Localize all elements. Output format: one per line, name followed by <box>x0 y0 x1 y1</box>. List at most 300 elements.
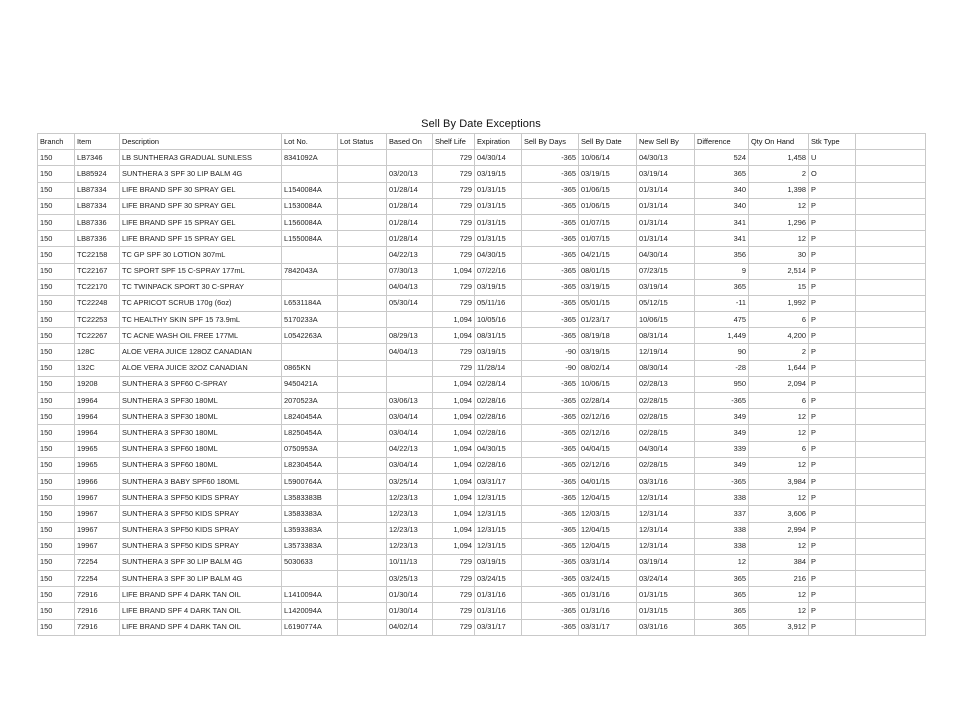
table-cell: 02/28/13 <box>637 376 695 392</box>
table-cell: 12 <box>749 587 809 603</box>
table-cell: 01/07/15 <box>579 214 637 230</box>
table-cell: 10/06/14 <box>579 150 637 166</box>
table-cell: 04/04/13 <box>387 344 433 360</box>
table-cell: P <box>809 490 856 506</box>
table-row <box>38 393 926 409</box>
table-cell: -365 <box>522 214 579 230</box>
table-cell: LIFE BRAND SPF 4 DARK TAN OIL <box>120 603 282 619</box>
table-cell: 341 <box>695 231 749 247</box>
table-cell: 10/05/16 <box>475 312 522 328</box>
table-cell: 365 <box>695 571 749 587</box>
table-row <box>38 279 926 295</box>
table-cell: 150 <box>38 231 75 247</box>
table-cell: 12 <box>749 409 809 425</box>
table-cell: 02/28/16 <box>475 425 522 441</box>
table-cell: SUNTHERA 3 SPF60 C-SPRAY <box>120 376 282 392</box>
table-cell: 1,458 <box>749 150 809 166</box>
table-cell: 04/30/15 <box>475 247 522 263</box>
table-cell: 1,296 <box>749 214 809 230</box>
table-cell: 349 <box>695 457 749 473</box>
table-cell: P <box>809 312 856 328</box>
table-cell: 12/31/15 <box>475 490 522 506</box>
table-cell: SUNTHERA 3 SPF50 KIDS SPRAY <box>120 522 282 538</box>
table-cell <box>856 473 926 489</box>
table-cell: 19964 <box>75 425 120 441</box>
table-cell: 9450421A <box>282 376 338 392</box>
table-cell: 1,094 <box>433 441 475 457</box>
table-cell: L1410094A <box>282 587 338 603</box>
table-cell: SUNTHERA 3 SPF60 180ML <box>120 441 282 457</box>
table-cell: 349 <box>695 425 749 441</box>
table-cell: P <box>809 603 856 619</box>
table-cell: 03/31/16 <box>637 473 695 489</box>
table-cell <box>338 473 387 489</box>
table-cell: SUNTHERA 3 SPF50 KIDS SPRAY <box>120 506 282 522</box>
table-row <box>38 603 926 619</box>
table-cell <box>338 393 387 409</box>
column-header: New Sell By <box>637 134 695 150</box>
report-title: Sell By Date Exceptions <box>421 118 541 130</box>
table-cell: 12 <box>749 425 809 441</box>
table-cell: 7842043A <box>282 263 338 279</box>
table-row <box>38 182 926 198</box>
table-cell: P <box>809 393 856 409</box>
table-cell: 12/04/15 <box>579 522 637 538</box>
table-cell: 2,094 <box>749 376 809 392</box>
table-cell: L1530084A <box>282 198 338 214</box>
table-cell: P <box>809 247 856 263</box>
table-cell <box>338 263 387 279</box>
table-cell: 12/23/13 <box>387 538 433 554</box>
table-cell <box>338 344 387 360</box>
table-cell <box>387 360 433 376</box>
table-cell: 2 <box>749 344 809 360</box>
table-cell: 19967 <box>75 522 120 538</box>
table-cell: -365 <box>522 312 579 328</box>
table-cell: 01/30/14 <box>387 587 433 603</box>
table-cell: 12/31/15 <box>475 538 522 554</box>
table-cell: 03/31/17 <box>475 473 522 489</box>
table-cell: 03/20/13 <box>387 166 433 182</box>
table-cell: L3573383A <box>282 538 338 554</box>
table-cell: L3583383A <box>282 506 338 522</box>
table-cell: SUNTHERA 3 SPF30 180ML <box>120 425 282 441</box>
table-cell: 01/06/15 <box>579 182 637 198</box>
table-cell: 12/04/15 <box>579 490 637 506</box>
table-cell: -90 <box>522 360 579 376</box>
table-cell: 150 <box>38 441 75 457</box>
table-cell: -365 <box>522 571 579 587</box>
table-cell <box>856 506 926 522</box>
table-row <box>38 473 926 489</box>
table-cell: 150 <box>38 473 75 489</box>
table-cell: P <box>809 263 856 279</box>
table-cell: LIFE BRAND SPF 4 DARK TAN OIL <box>120 587 282 603</box>
table-cell: L3593383A <box>282 522 338 538</box>
table-cell: 150 <box>38 554 75 570</box>
table-cell: 01/23/17 <box>579 312 637 328</box>
table-cell: 729 <box>433 360 475 376</box>
exceptions-table <box>37 133 926 636</box>
table-cell: 02/28/16 <box>475 457 522 473</box>
table-cell: -365 <box>522 182 579 198</box>
table-cell: 08/01/15 <box>579 263 637 279</box>
table-cell: U <box>809 150 856 166</box>
table-cell: 04/02/14 <box>387 619 433 635</box>
table-cell: 19967 <box>75 506 120 522</box>
table-cell: LB87336 <box>75 231 120 247</box>
table-cell: 150 <box>38 214 75 230</box>
table-cell: 01/07/15 <box>579 231 637 247</box>
table-cell: 19964 <box>75 409 120 425</box>
table-cell: -365 <box>522 538 579 554</box>
table-cell: 216 <box>749 571 809 587</box>
table-cell: 5030633 <box>282 554 338 570</box>
table-cell <box>338 457 387 473</box>
table-cell: 150 <box>38 538 75 554</box>
table-cell: 03/19/14 <box>637 166 695 182</box>
table-cell: 365 <box>695 166 749 182</box>
table-cell: 729 <box>433 198 475 214</box>
table-row <box>38 571 926 587</box>
table-cell: P <box>809 376 856 392</box>
table-cell: 6 <box>749 441 809 457</box>
table-row <box>38 295 926 311</box>
table-cell <box>856 538 926 554</box>
table-cell <box>856 571 926 587</box>
table-cell: 150 <box>38 263 75 279</box>
table-cell: 01/31/15 <box>475 198 522 214</box>
table-cell: 01/31/15 <box>475 231 522 247</box>
table-cell: LIFE BRAND SPF 15 SPRAY GEL <box>120 214 282 230</box>
table-cell: 02/28/15 <box>637 425 695 441</box>
table-cell: 03/25/14 <box>387 473 433 489</box>
table-cell <box>856 295 926 311</box>
table-cell: 384 <box>749 554 809 570</box>
table-cell: 03/04/14 <box>387 409 433 425</box>
table-cell <box>282 247 338 263</box>
table-cell <box>856 198 926 214</box>
column-header: Stk Type <box>809 134 856 150</box>
table-cell: 08/30/14 <box>637 360 695 376</box>
table-cell: 08/02/14 <box>579 360 637 376</box>
table-cell: 02/28/14 <box>475 376 522 392</box>
table-cell <box>856 344 926 360</box>
table-cell: L8230454A <box>282 457 338 473</box>
table-cell: L8250454A <box>282 425 338 441</box>
table-cell: 02/28/15 <box>637 409 695 425</box>
table-cell: 01/28/14 <box>387 198 433 214</box>
table-cell: L0542263A <box>282 328 338 344</box>
column-header: Shelf Life <box>433 134 475 150</box>
column-header: Qty On Hand <box>749 134 809 150</box>
table-cell: 729 <box>433 279 475 295</box>
table-cell: -90 <box>522 344 579 360</box>
table-cell: P <box>809 441 856 457</box>
table-cell: 150 <box>38 150 75 166</box>
table-cell: 4,200 <box>749 328 809 344</box>
table-cell: 07/23/15 <box>637 263 695 279</box>
table-row <box>38 198 926 214</box>
table-cell: 150 <box>38 571 75 587</box>
column-header: Lot Status <box>338 134 387 150</box>
table-cell: 150 <box>38 587 75 603</box>
table-cell: 337 <box>695 506 749 522</box>
table-cell: TC22158 <box>75 247 120 263</box>
table-cell: P <box>809 360 856 376</box>
table-cell: -365 <box>522 328 579 344</box>
table-cell: -28 <box>695 360 749 376</box>
table-cell: 12 <box>749 457 809 473</box>
table-cell: 10/06/15 <box>637 312 695 328</box>
table-cell <box>338 360 387 376</box>
table-cell: 72254 <box>75 571 120 587</box>
table-cell: 03/24/14 <box>637 571 695 587</box>
table-cell: P <box>809 457 856 473</box>
table-cell: -11 <box>695 295 749 311</box>
table-cell <box>338 441 387 457</box>
table-cell: 15 <box>749 279 809 295</box>
table-row <box>38 457 926 473</box>
table-cell: 19965 <box>75 441 120 457</box>
table-cell: 01/28/14 <box>387 231 433 247</box>
table-cell: 03/19/15 <box>475 279 522 295</box>
table-cell: LB87334 <box>75 198 120 214</box>
table-cell: TC GP SPF 30 LOTION 307mL <box>120 247 282 263</box>
table-cell: TC SPORT SPF 15 C-SPRAY 177mL <box>120 263 282 279</box>
table-cell: 01/31/14 <box>637 231 695 247</box>
table-cell: 03/04/14 <box>387 425 433 441</box>
table-cell: 03/31/17 <box>475 619 522 635</box>
table-cell: 04/22/13 <box>387 441 433 457</box>
table-cell <box>856 376 926 392</box>
table-cell: LB87334 <box>75 182 120 198</box>
table-cell: -365 <box>522 150 579 166</box>
table-cell: 150 <box>38 295 75 311</box>
table-cell: 03/19/14 <box>637 279 695 295</box>
table-cell: 19967 <box>75 538 120 554</box>
table-cell: 04/30/14 <box>637 247 695 263</box>
table-cell <box>856 279 926 295</box>
table-cell: 365 <box>695 587 749 603</box>
table-cell: 150 <box>38 328 75 344</box>
table-cell: 19208 <box>75 376 120 392</box>
table-cell: 12/31/14 <box>637 538 695 554</box>
table-cell <box>856 522 926 538</box>
table-cell: ALOE VERA JUICE 128OZ CANADIAN <box>120 344 282 360</box>
table-cell: 05/11/16 <box>475 295 522 311</box>
table-cell: 3,984 <box>749 473 809 489</box>
table-cell: 03/25/13 <box>387 571 433 587</box>
table-cell <box>856 554 926 570</box>
table-cell: 12 <box>749 603 809 619</box>
table-cell: 475 <box>695 312 749 328</box>
table-row <box>38 490 926 506</box>
table-cell: 12/23/13 <box>387 506 433 522</box>
table-cell: 1,449 <box>695 328 749 344</box>
table-cell <box>856 328 926 344</box>
table-cell: TC ACNE WASH OIL FREE 177ML <box>120 328 282 344</box>
table-cell <box>282 344 338 360</box>
table-row <box>38 150 926 166</box>
table-cell: SUNTHERA 3 SPF30 180ML <box>120 409 282 425</box>
table-cell <box>387 312 433 328</box>
table-cell <box>338 538 387 554</box>
column-header: Item <box>75 134 120 150</box>
table-cell: 04/30/15 <box>475 441 522 457</box>
table-cell: 02/28/14 <box>579 393 637 409</box>
table-cell <box>338 490 387 506</box>
table-cell <box>856 150 926 166</box>
table-cell <box>338 166 387 182</box>
table-cell: 12/23/13 <box>387 490 433 506</box>
table-cell: 1,398 <box>749 182 809 198</box>
table-cell: L6531184A <box>282 295 338 311</box>
table-cell <box>338 603 387 619</box>
table-cell: 04/30/14 <box>475 150 522 166</box>
table-cell <box>282 279 338 295</box>
table-cell: 150 <box>38 619 75 635</box>
table-cell: 3,606 <box>749 506 809 522</box>
table-cell: 132C <box>75 360 120 376</box>
table-cell: 19964 <box>75 393 120 409</box>
table-cell: 04/21/15 <box>579 247 637 263</box>
table-cell: -365 <box>522 473 579 489</box>
table-cell: -365 <box>522 587 579 603</box>
table-cell: 08/31/14 <box>637 328 695 344</box>
table-cell: L1540084A <box>282 182 338 198</box>
table-cell: -365 <box>522 231 579 247</box>
table-cell: 03/19/15 <box>475 166 522 182</box>
table-cell: P <box>809 538 856 554</box>
table-cell: -365 <box>522 619 579 635</box>
table-cell: 150 <box>38 393 75 409</box>
table-cell <box>338 409 387 425</box>
table-cell: TC22267 <box>75 328 120 344</box>
table-cell <box>387 150 433 166</box>
table-cell: -365 <box>522 295 579 311</box>
table-cell: 05/30/14 <box>387 295 433 311</box>
table-cell <box>338 425 387 441</box>
table-cell <box>338 328 387 344</box>
table-cell: 01/30/14 <box>387 603 433 619</box>
table-cell: -365 <box>522 490 579 506</box>
table-cell: -365 <box>695 393 749 409</box>
table-cell: 150 <box>38 376 75 392</box>
table-cell: 365 <box>695 619 749 635</box>
table-cell <box>856 425 926 441</box>
table-cell: LB7346 <box>75 150 120 166</box>
table-row <box>38 441 926 457</box>
column-header <box>856 134 926 150</box>
table-cell: 8341092A <box>282 150 338 166</box>
table-cell: 338 <box>695 538 749 554</box>
table-body <box>38 150 926 636</box>
column-header: Lot No. <box>282 134 338 150</box>
table-row <box>38 538 926 554</box>
table-cell: 01/31/15 <box>475 182 522 198</box>
table-cell <box>856 214 926 230</box>
table-row <box>38 231 926 247</box>
table-cell: LIFE BRAND SPF 15 SPRAY GEL <box>120 231 282 247</box>
table-cell: 12 <box>749 538 809 554</box>
table-cell: 03/04/14 <box>387 457 433 473</box>
table-cell: 729 <box>433 247 475 263</box>
table-cell: 19967 <box>75 490 120 506</box>
table-cell: 340 <box>695 182 749 198</box>
table-cell: ALOE VERA JUICE 32OZ CANADIAN <box>120 360 282 376</box>
table-row <box>38 344 926 360</box>
table-cell: LIFE BRAND SPF 4 DARK TAN OIL <box>120 619 282 635</box>
table-cell: LB87336 <box>75 214 120 230</box>
table-cell: O <box>809 166 856 182</box>
table-row <box>38 522 926 538</box>
table-cell: 6 <box>749 393 809 409</box>
table-cell: 03/19/15 <box>579 344 637 360</box>
table-cell: 02/12/16 <box>579 457 637 473</box>
table-cell: P <box>809 409 856 425</box>
table-cell: 1,094 <box>433 506 475 522</box>
table-cell: TC22167 <box>75 263 120 279</box>
table-cell <box>856 182 926 198</box>
table-row <box>38 409 926 425</box>
column-header: Description <box>120 134 282 150</box>
column-header: Sell By Date <box>579 134 637 150</box>
table-cell <box>856 360 926 376</box>
table-cell: 04/30/13 <box>637 150 695 166</box>
table-cell: 150 <box>38 603 75 619</box>
table-cell: P <box>809 522 856 538</box>
table-cell: 04/01/15 <box>579 473 637 489</box>
table-cell: 02/28/15 <box>637 457 695 473</box>
table-cell: -365 <box>522 457 579 473</box>
table-cell: 524 <box>695 150 749 166</box>
table-cell: 341 <box>695 214 749 230</box>
table-cell <box>856 263 926 279</box>
table-cell: 12/31/15 <box>475 506 522 522</box>
table-row <box>38 214 926 230</box>
table-cell: SUNTHERA 3 SPF50 KIDS SPRAY <box>120 538 282 554</box>
table-cell: 01/31/15 <box>637 603 695 619</box>
table-cell: 729 <box>433 571 475 587</box>
table-cell: 12 <box>749 231 809 247</box>
table-cell <box>856 457 926 473</box>
table-cell: 01/31/16 <box>579 603 637 619</box>
column-header: Expiration <box>475 134 522 150</box>
table-cell: 12 <box>749 198 809 214</box>
table-cell: TC22253 <box>75 312 120 328</box>
table-row <box>38 587 926 603</box>
table-cell <box>856 166 926 182</box>
table-cell: 150 <box>38 425 75 441</box>
table-cell <box>282 571 338 587</box>
table-cell: SUNTHERA 3 BABY SPF60 180ML <box>120 473 282 489</box>
table-cell: 01/31/16 <box>579 587 637 603</box>
table-cell: 729 <box>433 166 475 182</box>
table-cell: 02/28/16 <box>475 409 522 425</box>
table-cell: 150 <box>38 312 75 328</box>
table-cell: 5170233A <box>282 312 338 328</box>
table-cell <box>338 182 387 198</box>
table-cell: 03/31/16 <box>637 619 695 635</box>
table-cell: 729 <box>433 554 475 570</box>
column-header: Sell By Days <box>522 134 579 150</box>
table-cell: 12/31/14 <box>637 506 695 522</box>
table-cell: 04/04/13 <box>387 279 433 295</box>
table-cell <box>856 587 926 603</box>
table-row <box>38 263 926 279</box>
table-cell <box>338 522 387 538</box>
